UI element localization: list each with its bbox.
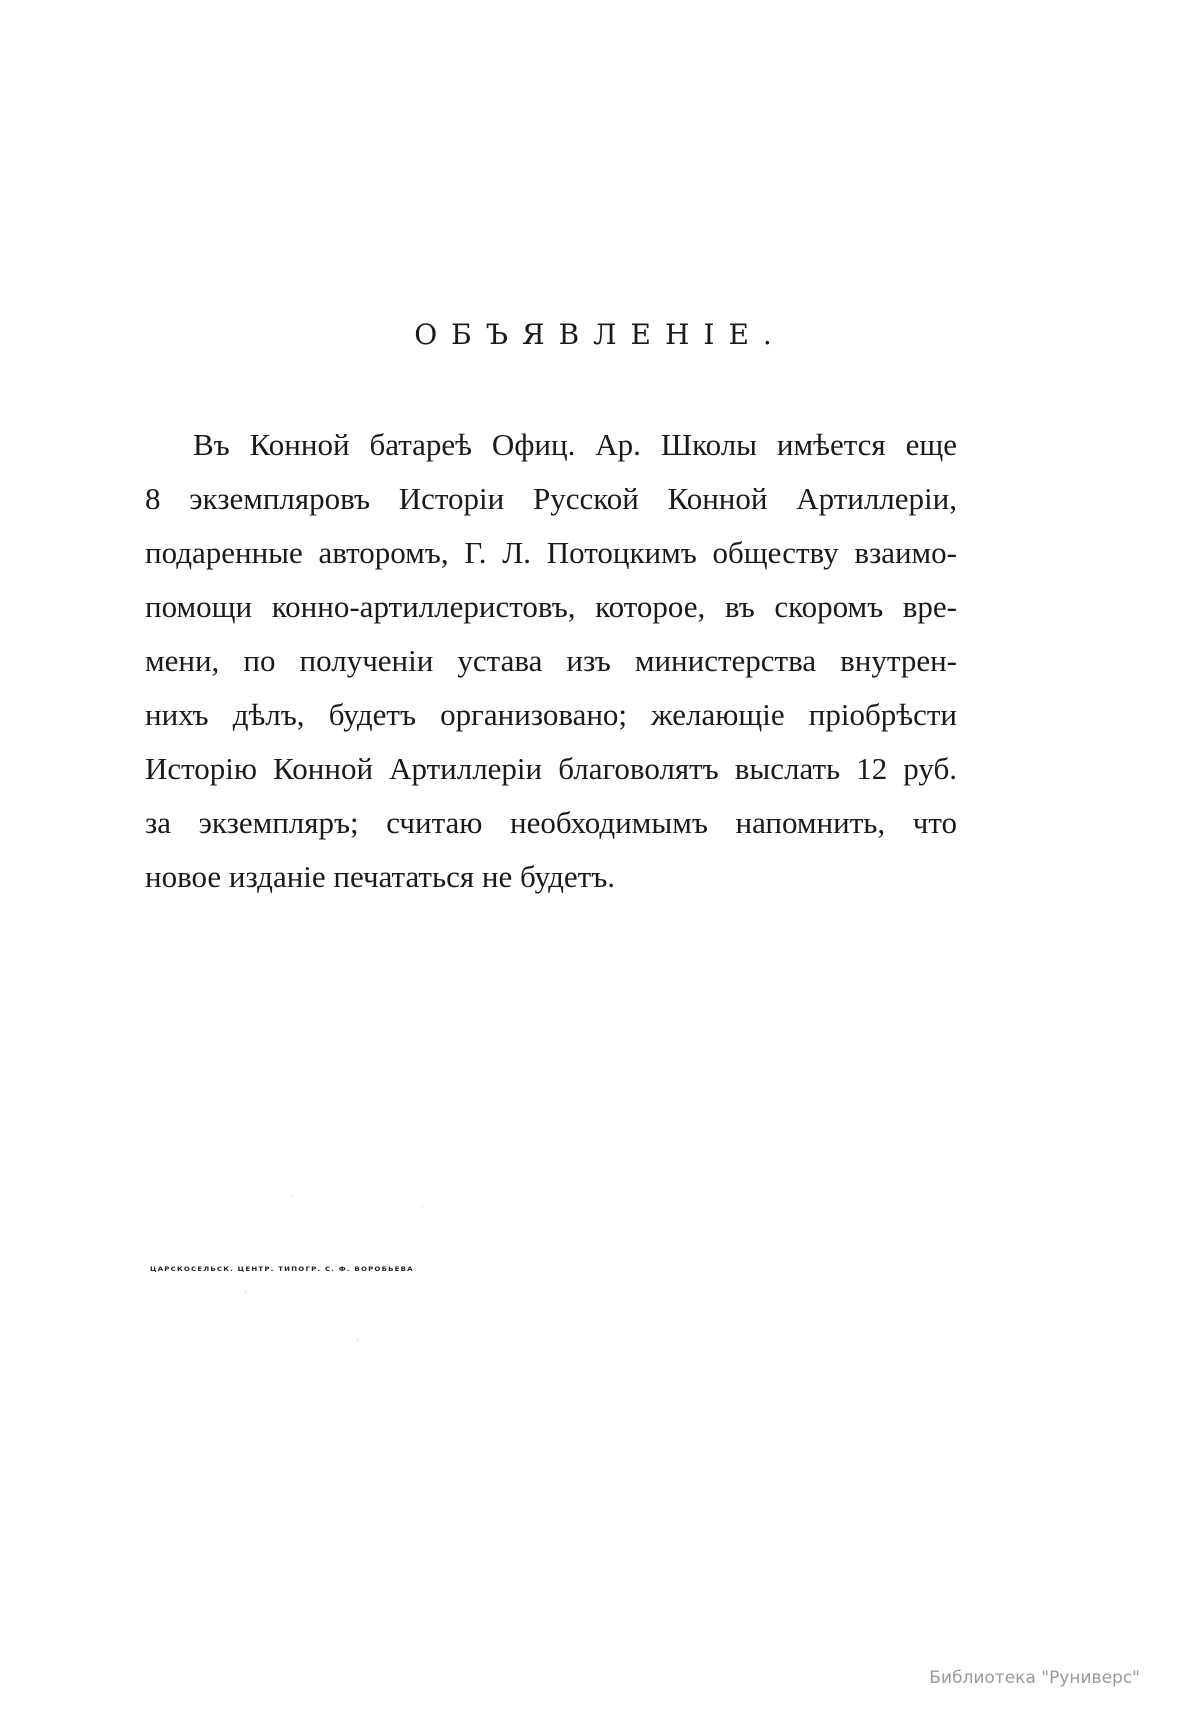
text-line: 8 экземпляровъ Исторіи Русской Конной Артиллеріи, (145, 481, 957, 516)
text-line: мени, по полученіи устава изъ министерства внутрен- (145, 643, 957, 678)
text-line: Исторію Конной Артиллеріи благоволятъ выслать 12 руб. (145, 751, 957, 786)
text-line: новое изданіе печататься не будетъ. (145, 859, 615, 894)
scan-speck (357, 1340, 358, 1341)
scan-speck (422, 1206, 423, 1207)
printer-imprint: ЦАРСКОСЕЛЬСК. ЦЕНТР. ТИПОГР. С. Ф. ВОРОБЬЕВА (150, 1265, 414, 1273)
scan-speck (245, 1291, 246, 1292)
scan-speck (292, 1196, 293, 1197)
text-line: подаренные авторомъ, Г. Л. Потоцкимъ обществу взаимо- (145, 535, 957, 570)
page-title: ОБЪЯВЛЕНІЕ. (414, 318, 786, 351)
text-line: нихъ дѣлъ, будетъ организовано; желающіе пріобрѣсти (145, 697, 957, 732)
library-watermark: Библиотека "Руниверс" (929, 1668, 1140, 1688)
text-line: Въ Конной батареѣ Офиц. Ар. Школы имѣется еще (193, 427, 957, 462)
text-line: помощи конно-артиллеристовъ, которое, въ скоромъ вре- (145, 589, 957, 624)
text-line: за экземпляръ; считаю необходимымъ напомнить, что (145, 805, 957, 840)
announcement-text (145, 418, 957, 904)
